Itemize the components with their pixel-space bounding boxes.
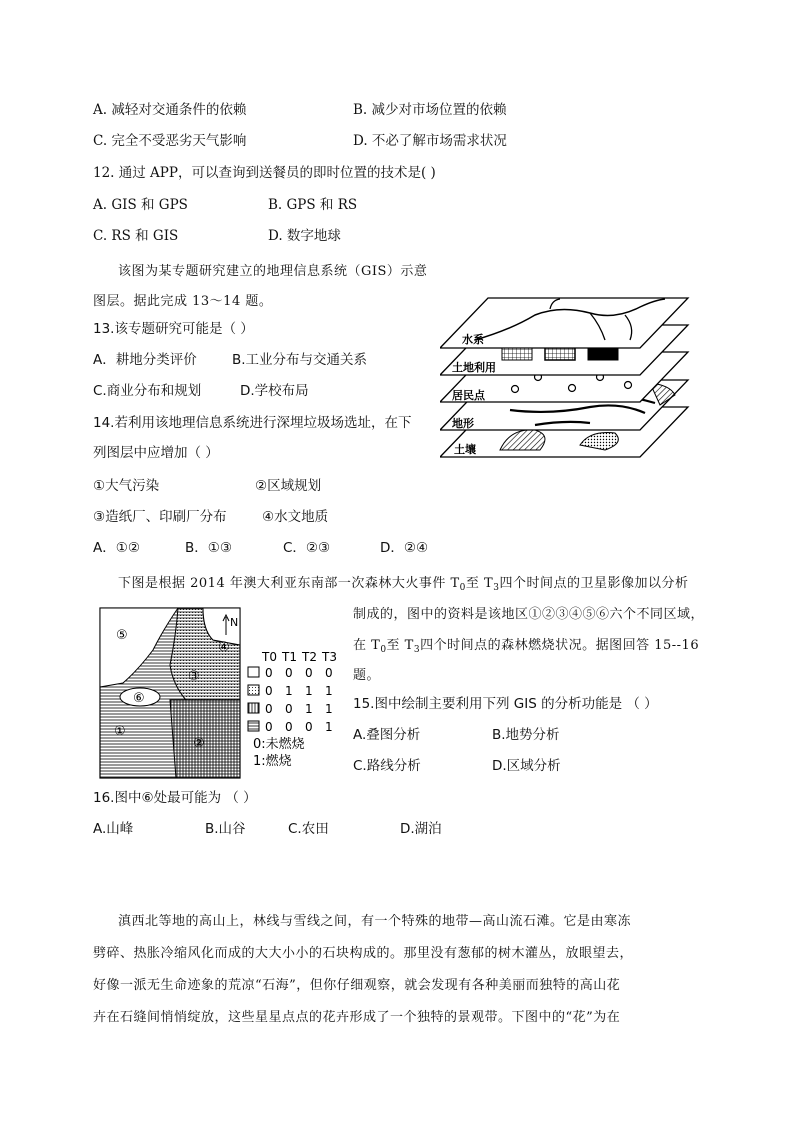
q12-stem: 12. 通过 APP，可以查询到送餐员的即时位置的技术是( ) [93,165,436,181]
label-settlement: 居民点 [452,389,485,402]
legend-swatch-vertical [248,703,259,713]
q14-stem-line2: 列图层中应增加（ ） [93,445,219,461]
q13-option-d: D.学校布局 [240,383,309,399]
label-land-use: 土地利用 [452,361,496,374]
legend-cell: 0 [265,684,273,698]
legend-cell: 0 [265,720,273,734]
q15-option-a: A.叠图分析 [353,727,421,743]
passage-line3: 好像一派无生命迹象的荒凉“石海”，但你仔细观察，就会发现有各种美丽而独特的高山花 [93,978,621,993]
legend-cell: 1 [325,702,333,716]
q14-option-c: C．②③ [283,540,331,556]
fire-intro-line4: 题。 [353,668,381,683]
fire-map [98,605,343,780]
label-terrain: 地形 [452,417,474,430]
legend-cell: 0 [285,702,293,716]
legend-note-0: 0:未燃烧 [253,737,305,752]
gis-intro-line2: 图层。据此完成 13～14 题。 [93,294,273,309]
q15-option-d: D.区域分析 [492,758,561,774]
region-label-3: ③ [188,669,200,684]
region-label-1: ① [114,724,126,739]
gis-layer-diagram [440,285,690,460]
region-label-4: ④ [218,640,230,655]
q16-option-a: A.山峰 [93,821,134,837]
q12-option-a: A. GIS 和 GPS [93,197,188,213]
q11-option-b: B. 减少对市场位置的依赖 [353,102,507,118]
q13-option-c: C.商业分布和规划 [93,383,202,399]
fire-intro-line1: 下图是根据 2014 年澳大利亚东南部一次森林大火事件 $T_0$至 $T_3$四个时间点的卫星影像加以分析 [118,576,689,593]
gis-intro-line1: 该图为某专题研究建立的地理信息系统（GIS）示意 [118,264,428,279]
legend-swatch-dotted [248,685,259,695]
legend-cell: 0 [285,666,293,680]
q14-item-1: ①大气污染 [93,478,160,494]
legend-swatch-horizontal [248,721,259,731]
q14-option-a: A．①② [93,540,140,556]
region-2-area [170,700,240,778]
q16-option-d: D.湖泊 [400,821,442,837]
q12-option-b: B. GPS 和 RS [268,197,358,213]
q16-option-c: C.农田 [288,821,329,837]
q12-option-c: C. RS 和 GIS [93,228,179,244]
legend-swatch-blank [248,667,259,677]
legend-cell: 1 [305,684,313,698]
q14-option-d: D．②④ [380,540,429,556]
legend-header-t0: T0 [262,650,277,664]
q15-option-c: C.路线分析 [353,758,421,774]
q14-item-4: ④水文地质 [262,509,329,525]
q14-item-3: ③造纸厂、印刷厂分布 [93,509,227,525]
legend-cell: 0 [325,666,333,680]
passage-line1: 滇西北等地的高山上，林线与雪线之间，有一个特殊的地带—高山流石滩。它是由寒冻 [118,914,632,929]
q15-option-b: B.地势分析 [492,727,560,743]
fire-intro-line3: 在 $T_0$至 $T_3$四个时间点的森林燃烧状况。据图回答 15--16 [353,638,700,655]
legend-header-t2: T2 [302,650,317,664]
legend-cell: 1 [325,720,333,734]
q16-stem: 16.图中⑥处最可能为 （ ） [93,790,257,806]
q16-option-b: B.山谷 [205,821,246,837]
region-label-6: ⑥ [133,691,145,706]
label-water: 水系 [462,333,484,346]
legend-cell: 1 [285,684,293,698]
fire-intro-line2: 制成的，图中的资料是该地区①②③④⑤⑥六个不同区域， [353,607,705,622]
q12-option-d: D. 数字地球 [268,228,341,244]
legend-cell: 0 [265,702,273,716]
north-label: N [230,616,239,629]
legend-cell: 0 [285,720,293,734]
q13-option-a: A．耕地分类评价 [93,352,197,368]
label-soil: 土壤 [454,443,476,456]
region-label-2: ② [193,736,205,751]
legend-header-t3: T3 [322,650,337,664]
q15-stem: 15.图中绘制主要利用下列 GIS 的分析功能是 （ ） [353,696,658,712]
legend-cell: 0 [305,720,313,734]
passage-line4: 卉在石缝间悄悄绽放，这些星星点点的花卉形成了一个独特的景观带。下图中的“花”为在 [93,1010,621,1025]
legend-note-1: 1:燃烧 [253,754,292,769]
q13-stem: 13.该专题研究可能是（ ） [93,321,254,337]
q13-option-b: B.工业分布与交通关系 [232,352,368,368]
q11-option-c: C. 完全不受恶劣天气影响 [93,133,247,149]
legend-header-t1: T1 [282,650,297,664]
q14-stem-line1: 14.若利用该地理信息系统进行深埋垃圾场选址，在下 [93,415,412,431]
legend-cell: 1 [305,702,313,716]
q14-option-b: B．①③ [185,540,232,556]
q14-item-2: ②区域规划 [255,478,322,494]
q11-option-a: A. 减轻对交通条件的依赖 [93,102,247,118]
legend-cell: 0 [305,666,313,680]
legend-cell: 1 [325,684,333,698]
region-label-5: ⑤ [116,628,128,643]
legend-cell: 0 [265,666,273,680]
q11-option-d: D. 不必了解市场需求状况 [353,133,507,149]
passage-line2: 劈碎、热胀冷缩风化而成的大大小小的石块构成的。那里没有葱郁的树木灌丛，放眼望去， [93,946,634,961]
